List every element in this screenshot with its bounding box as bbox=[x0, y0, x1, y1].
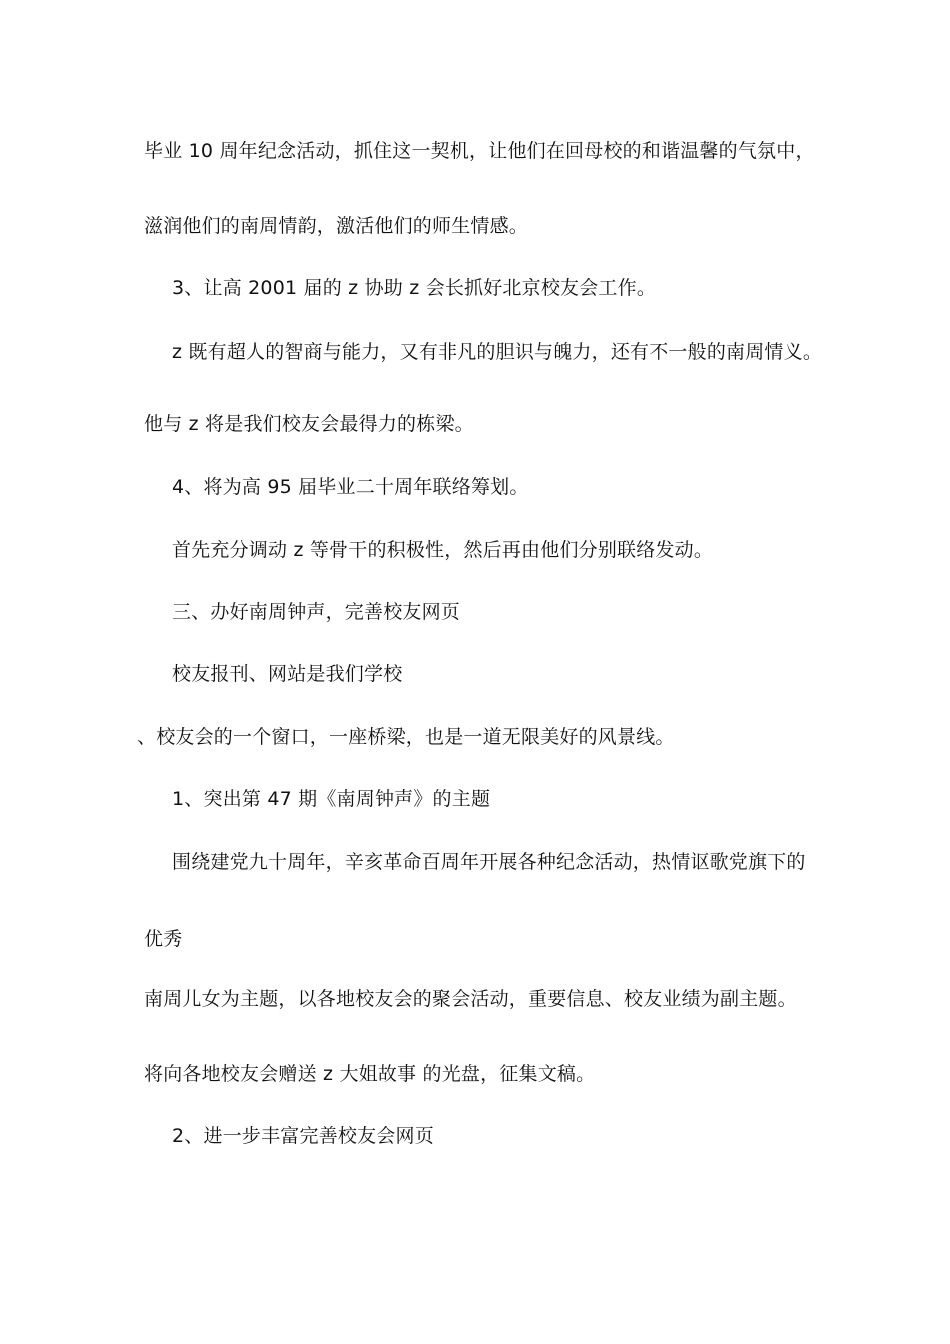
paragraph-line: 围绕建党九十周年，辛亥革命百周年开展各种纪念活动，热情讴歌党旗下的 bbox=[172, 851, 806, 873]
paragraph-line: 优秀 bbox=[144, 928, 183, 950]
list-item-3: 3、让高 2001 届的 z 协助 z 会长抓好北京校友会工作。 bbox=[172, 277, 657, 299]
paragraph-line: 首先充分调动 z 等骨干的积极性，然后再由他们分别联络发动。 bbox=[172, 539, 714, 561]
paragraph-line: 南周儿女为主题，以各地校友会的聚会活动，重要信息、校友业绩为副主题。 bbox=[144, 988, 797, 1010]
paragraph-line: 校友报刊、网站是我们学校 bbox=[172, 663, 403, 685]
section-heading: 三、办好南周钟声，完善校友网页 bbox=[172, 601, 461, 623]
paragraph-line: 毕业 10 周年纪念活动，抓住这一契机，让他们在回母校的和谐温馨的气氛中， bbox=[144, 140, 815, 162]
paragraph-line: 他与 z 将是我们校友会最得力的栋梁。 bbox=[144, 413, 474, 435]
list-item-2: 2、进一步丰富完善校友会网页 bbox=[172, 1125, 434, 1147]
paragraph-line: 滋润他们的南周情韵，激活他们的师生情感。 bbox=[144, 215, 529, 237]
list-item-4: 4、将为高 95 届毕业二十周年联络筹划。 bbox=[172, 476, 529, 498]
paragraph-line: z 既有超人的智商与能力，又有非凡的胆识与魄力，还有不一般的南周情义。 bbox=[172, 341, 823, 363]
list-item-1: 1、突出第 47 期《南周钟声》的主题 bbox=[172, 788, 491, 810]
paragraph-line: 将向各地校友会赠送 z 大姐故事 的光盘，征集文稿。 bbox=[144, 1063, 596, 1085]
paragraph-line: 、校友会的一个窗口，一座桥梁，也是一道无限美好的风景线。 bbox=[137, 726, 675, 748]
